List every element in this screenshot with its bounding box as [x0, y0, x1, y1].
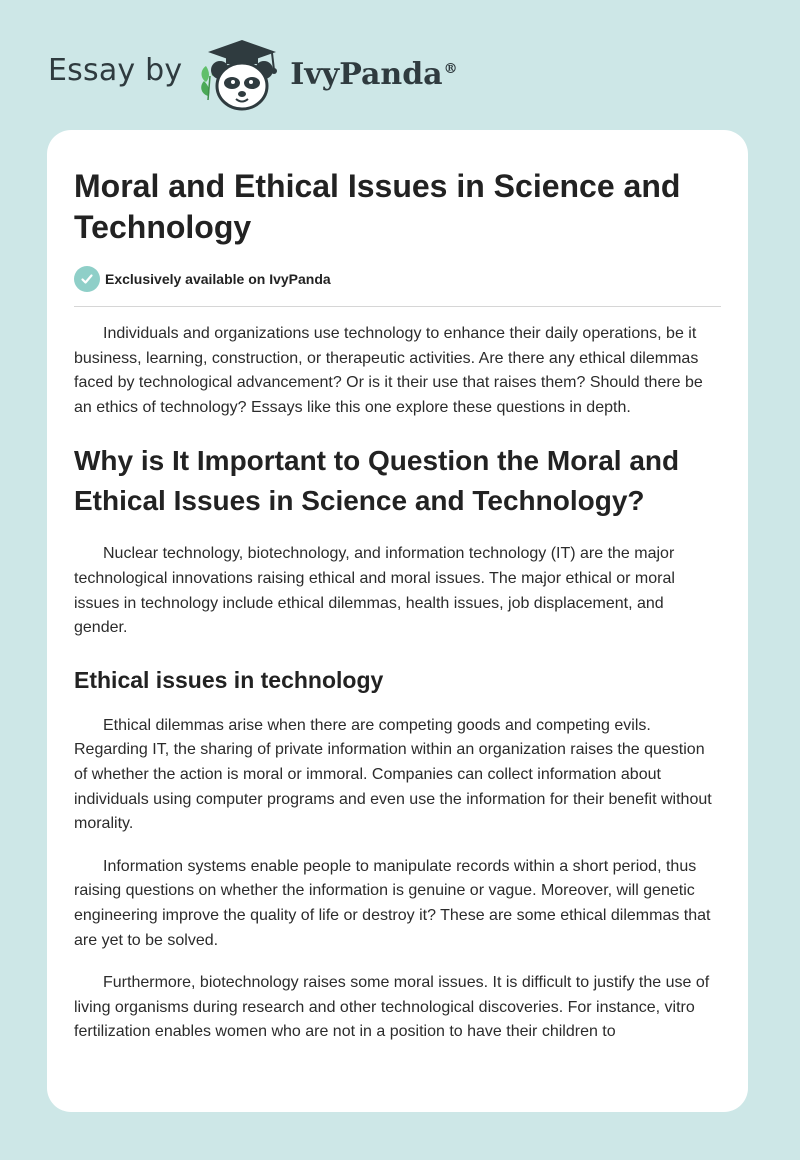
- intro-paragraph: Individuals and organizations use technology to enhance their daily operations, be it business, learning, construction, or therapeutic activities. Are there any ethical dilemmas faced by technological advancement? Or is it their use that raises them? Should there be an ethics of technology? Essays like this one explore these questions in depth.: [74, 325, 703, 416]
- divider: [74, 306, 721, 307]
- essay-card: [47, 130, 748, 1112]
- body-paragraph: Furthermore, biotechnology raises some moral issues. It is difficult to justify the use of living organisms during research and other technological discoveries. For instance, vitro fertilization enables women who are not in a position to have their children to: [74, 974, 710, 1041]
- section-heading: Why is It Important to Question the Moral and Ethical Issues in Science and Technology?: [74, 445, 680, 517]
- essay-by-label: Essay by: [48, 52, 183, 88]
- body-paragraph: Nuclear technology, biotechnology, and information technology (IT) are the major technological innovations raising ethical and moral issues. The major ethical or moral issues in technology include ethical dilemmas, health issues, job displacement, and gender.: [74, 545, 675, 637]
- site-header: [48, 36, 458, 112]
- page-title: Moral and Ethical Issues in Science and Technology: [74, 168, 681, 245]
- registered-mark: ®: [443, 60, 458, 77]
- subsection-heading: Ethical issues in technology: [74, 666, 384, 693]
- panda-graduate-icon[interactable]: [196, 36, 288, 112]
- exclusive-badge: [74, 266, 721, 292]
- body-paragraph: Ethical dilemmas arise when there are competing goods and competing evils. Regarding IT, the sharing of private information within an organization raises the question of whether the action is moral or immoral. Companies can collect information about individuals using computer programs and even use the information for their benefit without morality.: [74, 716, 712, 833]
- exclusive-label: Exclusively available on IvyPanda: [105, 271, 331, 287]
- brand-name[interactable]: IvyPanda®: [290, 56, 458, 92]
- body-paragraph: Information systems enable people to manipulate records within a short period, thus raising questions on whether the information is genuine or vague. Moreover, will genetic engineering improve the quality of life or destroy it? These are some ethical dilemmas that are yet to be solved.: [74, 857, 711, 949]
- check-circle-icon: [74, 266, 100, 292]
